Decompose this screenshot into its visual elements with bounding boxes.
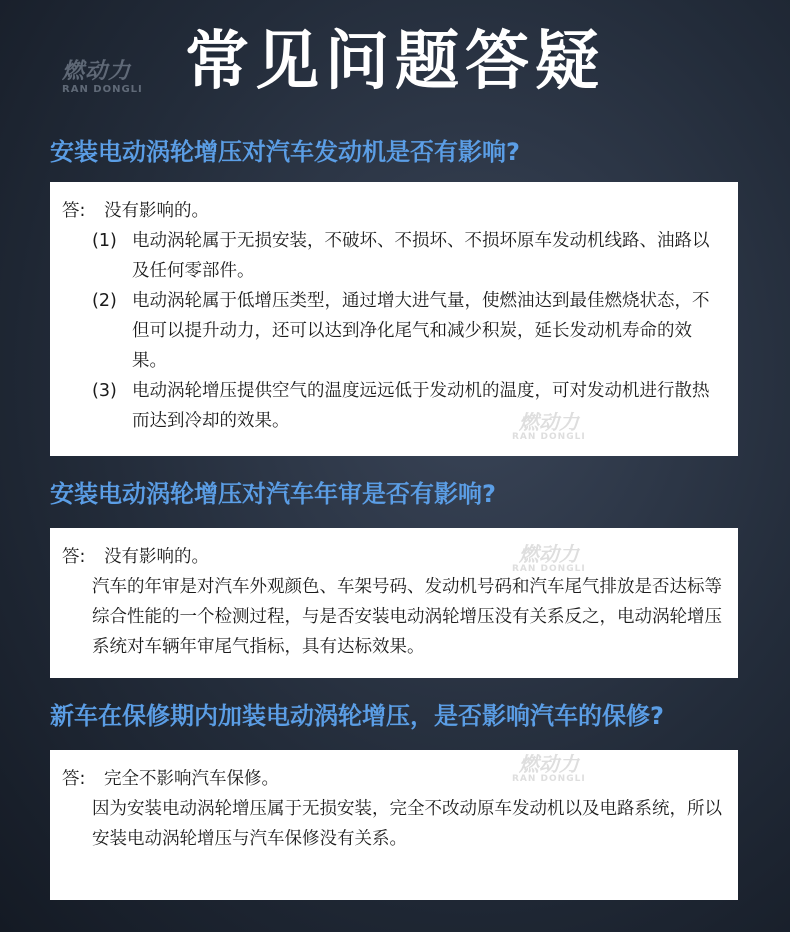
- watermark-cn: 燃动力: [518, 542, 579, 566]
- watermark-cn: 燃动力: [518, 410, 579, 434]
- answer-label: 答:: [62, 769, 86, 789]
- watermark: [512, 754, 586, 784]
- watermark: [512, 412, 586, 442]
- watermark-en: RAN DONGLI: [512, 774, 586, 784]
- item-text: 电动涡轮属于低增压类型，通过增大进气量，使燃油达到最佳燃烧状态，不但可以提升动力，还可以达到净化尾气和减少积炭，延长发动机寿命的效果。: [132, 291, 710, 371]
- answer-lead: 没有影响的。: [104, 547, 209, 567]
- item-number: (1): [92, 231, 117, 251]
- answer-row: [62, 764, 724, 794]
- watermark: [512, 544, 586, 574]
- answer-card-1: [50, 182, 738, 456]
- answer-label: 答:: [62, 547, 86, 567]
- answer-body: 因为安装电动涡轮增压属于无损安装，完全不改动原车发动机以及电路系统，所以安装电动涡轮增压与汽车保修没有关系。: [92, 799, 722, 849]
- answer-item: [92, 286, 724, 376]
- answer-lead: 没有影响的。: [104, 201, 209, 221]
- answer-label: 答:: [62, 201, 86, 221]
- item-text: 电动涡轮增压提供空气的温度远远低于发动机的温度，可对发动机进行散热而达到冷却的效果。: [132, 381, 710, 431]
- watermark-cn: 燃动力: [518, 752, 579, 776]
- question-3: 新车在保修期内加装电动涡轮增压，是否影响汽车的保修?: [50, 702, 664, 730]
- page-title: 常见问题答疑: [185, 25, 605, 99]
- answer-lead: 完全不影响汽车保修。: [104, 769, 279, 789]
- answer-row: [62, 196, 724, 226]
- answer-items: [62, 226, 724, 436]
- watermark-en: RAN DONGLI: [512, 432, 586, 442]
- answer-card-2: [50, 528, 738, 678]
- brand-logo: [62, 60, 162, 96]
- question-1: 安装电动涡轮增压对汽车发动机是否有影响?: [50, 138, 520, 166]
- answer-item: [92, 226, 724, 286]
- watermark-en: RAN DONGLI: [512, 564, 586, 574]
- question-2: 安装电动涡轮增压对汽车年审是否有影响?: [50, 480, 496, 508]
- answer-row: [62, 542, 724, 572]
- item-number: (3): [92, 381, 117, 401]
- logo-cn: 燃动力: [62, 59, 132, 84]
- answer-body: 汽车的年审是对汽车外观颜色、车架号码、发动机号码和汽车尾气排放是否达标等综合性能的一个检测过程，与是否安装电动涡轮增压没有关系反之，电动涡轮增压系统对车辆年审尾气指标，具有达标效果。: [92, 577, 722, 657]
- answer-item: [92, 376, 724, 436]
- logo-en: RAN DONGLI: [62, 84, 143, 95]
- item-text: 电动涡轮属于无损安装，不破坏、不损坏、不损坏原车发动机线路、油路以及任何零部件。: [132, 231, 710, 281]
- answer-card-3: [50, 750, 738, 900]
- item-number: (2): [92, 291, 117, 311]
